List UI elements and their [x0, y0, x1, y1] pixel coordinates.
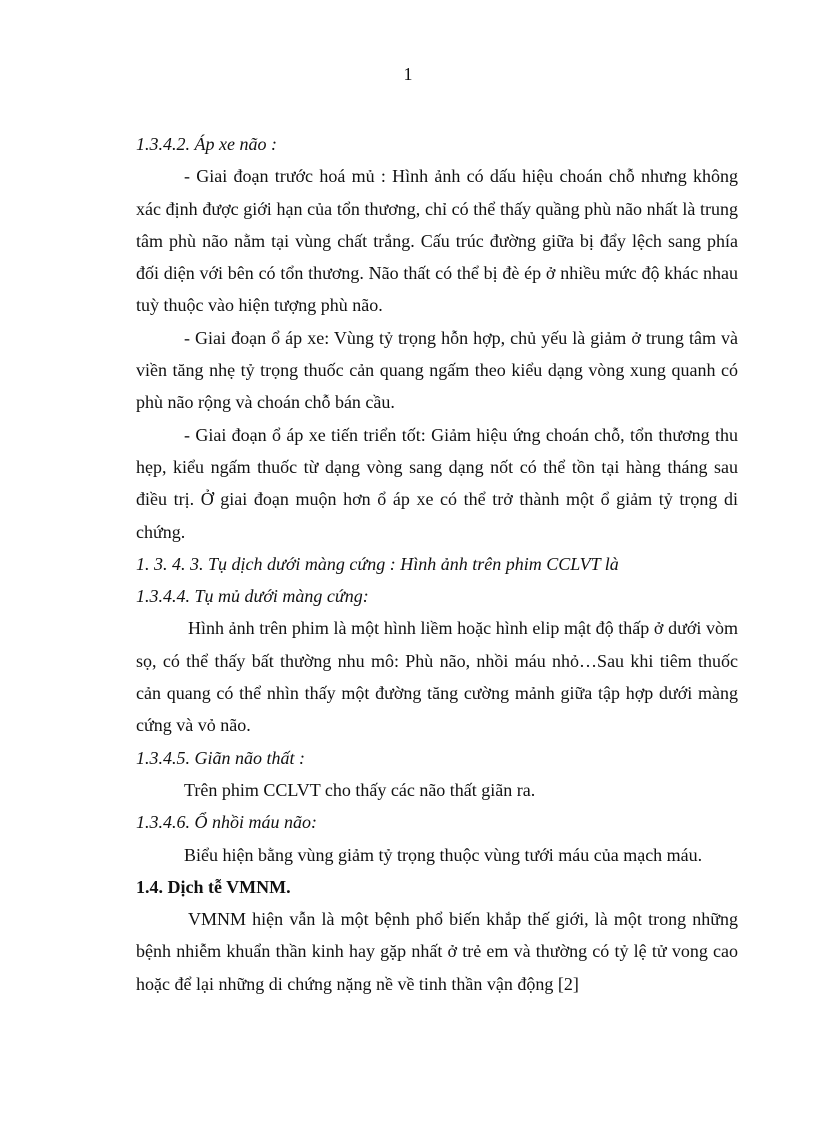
- paragraph-abscess-progress: - Giai đoạn ổ áp xe tiến triển tốt: Giảm hiệu ứng choán chỗ, tổn thương thu hẹp, kiểu ngấm thuốc từ dạng vòng sang dạng nốt có thể tồn tại hàng tháng sau điều trị. Ở giai đoạn muộn hơn ổ áp xe có thể trở thành một ổ giảm tỷ trọng di chứng.: [136, 424, 738, 542]
- paragraph-subdural-empyema: Hình ảnh trên phim là một hình liềm hoặc hình elip mật độ thấp ở dưới vòm sọ, có thể thấy bất thường nhu mô: Phù não, nhồi máu nhỏ…Sau khi tiêm thuốc cản quang có thể nhìn thấy một đường tăng cường mảnh giữa tập hợp dưới màng cứng và vỏ não.: [136, 618, 738, 736]
- section-heading-subdural-effusion: 1. 3. 4. 3. Tụ dịch dưới màng cứng : Hình ảnh trên phim CCLVT là: [136, 553, 619, 574]
- paragraph-infarction: Biểu hiện bằng vùng giảm tỷ trọng thuộc vùng tưới máu của mạch máu.: [184, 844, 703, 865]
- section-heading-abscess: 1.3.4.2. Áp xe não :: [136, 134, 277, 154]
- section-heading-subdural-empyema: 1.3.4.4. Tụ mủ dưới màng cứng:: [136, 586, 369, 607]
- paragraph-abscess-stage: - Giai đoạn ổ áp xe: Vùng tỷ trọng hỗn hợp, chủ yếu là giảm ở trung tâm và viền tăng nhẹ tỷ trọng thuốc cản quang ngấm theo kiểu dạng vòng xung quanh có phù não rộng và choán chỗ bán cầu.: [136, 327, 738, 413]
- section-heading-epidemiology: 1.4. Dịch tễ VMNM.: [136, 876, 291, 897]
- section-heading-infarction: 1.3.4.6. Ổ nhồi máu não:: [136, 812, 317, 833]
- section-heading-ventriculomegaly: 1.3.4.5. Giãn não thất :: [136, 747, 305, 768]
- page-number: 1: [403, 64, 413, 84]
- document-body: [136, 128, 738, 1000]
- paragraph-ventriculomegaly: Trên phim CCLVT cho thấy các não thất giãn ra.: [184, 779, 536, 800]
- paragraph-pre-suppuration: - Giai đoạn trước hoá mủ : Hình ảnh có dấu hiệu choán chỗ nhưng không xác định được giới hạn của tổn thương, chỉ có thể thấy quầng phù não nhất là trung tâm phù não nằm tại vùng chất trắng. Cấu trúc đường giữa bị đẩy lệch sang phía đối diện với bên có tổn thương. Não thất có thể bị đè ép ở nhiều mức độ khác nhau tuỳ thuộc vào hiện tượng phù não.: [136, 166, 738, 316]
- paragraph-epidemiology: VMNM hiện vẫn là một bệnh phổ biến khắp thế giới, là một trong những bệnh nhiễm khuẩn thần kinh hay gặp nhất ở trẻ em và thường có tỷ lệ tử vong cao hoặc để lại những di chứng nặng nề về tinh thần vận động [2]: [136, 909, 738, 994]
